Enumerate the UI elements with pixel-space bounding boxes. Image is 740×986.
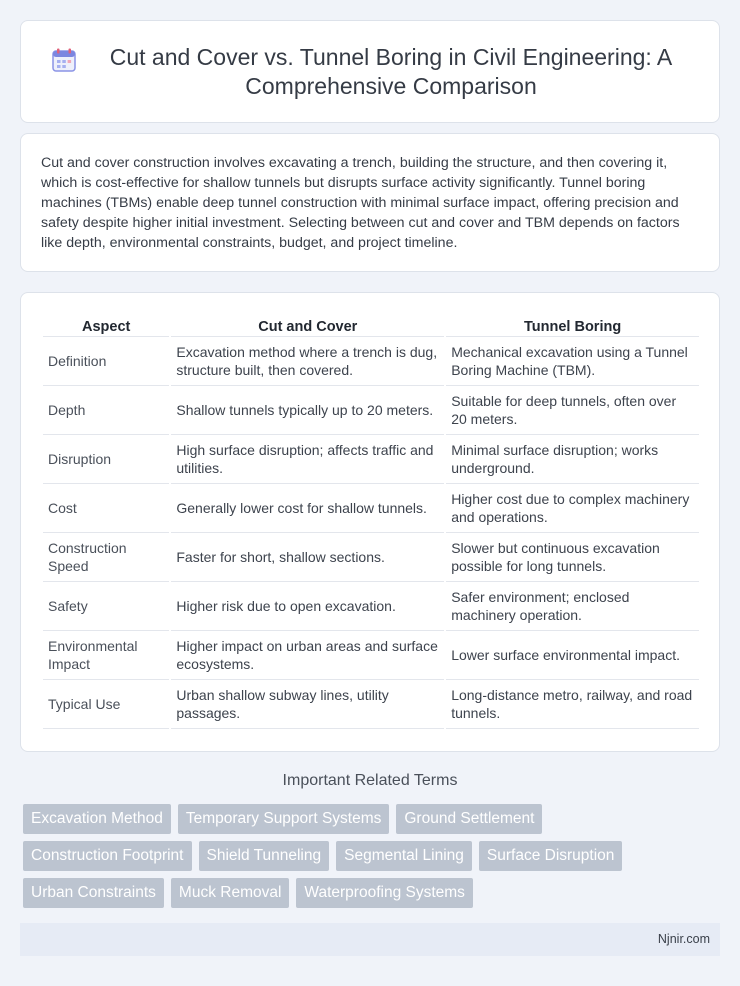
title-wrap [21,43,719,101]
row-tunnel-boring: Mechanical excavation using a Tunnel Boring Machine (TBM). [446,337,699,386]
row-aspect: Environmental Impact [43,631,169,680]
table-row [43,484,699,533]
tag-urban-constraints[interactable]: Urban Constraints [23,878,164,908]
row-cut-and-cover: Shallow tunnels typically up to 20 meters. [171,386,444,435]
comparison-table-card [20,292,720,752]
row-tunnel-boring: Slower but continuous excavation possible for long tunnels. [446,533,699,582]
tag-surface-disruption[interactable]: Surface Disruption [479,841,623,871]
table-row [43,582,699,631]
intro-card [20,133,720,272]
row-tunnel-boring: Lower surface environmental impact. [446,631,699,680]
row-cut-and-cover: Generally lower cost for shallow tunnels. [171,484,444,533]
related-terms-tags [23,804,723,915]
tag-shield-tunneling[interactable]: Shield Tunneling [199,841,330,871]
row-aspect: Definition [43,337,169,386]
row-cut-and-cover: High surface disruption; affects traffic and utilities. [171,435,444,484]
row-tunnel-boring: Higher cost due to complex machinery and operations. [446,484,699,533]
table-row [43,435,699,484]
row-aspect: Depth [43,386,169,435]
row-tunnel-boring: Minimal surface disruption; works underground. [446,435,699,484]
tag-temporary-support-systems[interactable]: Temporary Support Systems [178,804,390,834]
header-tunnel-boring: Tunnel Boring [446,311,699,337]
row-aspect: Disruption [43,435,169,484]
row-cut-and-cover: Higher impact on urban areas and surface ecosystems. [171,631,444,680]
calendar-icon [51,47,77,73]
header-aspect: Aspect [43,311,169,337]
tag-waterproofing-systems[interactable]: Waterproofing Systems [296,878,473,908]
tag-row [23,804,723,834]
footer [20,923,720,956]
tag-muck-removal[interactable]: Muck Removal [171,878,290,908]
row-cut-and-cover: Faster for short, shallow sections. [171,533,444,582]
comparison-table [41,311,701,729]
page-title: Cut and Cover vs. Tunnel Boring in Civil Engineering: A Comprehensive Comparison [109,43,673,99]
tag-excavation-method[interactable]: Excavation Method [23,804,171,834]
row-aspect: Cost [43,484,169,533]
intro-paragraph: Cut and cover construction involves excavating a trench, building the structure, and then covering it, which is cost-effective for shallow tunnels but disrupts surface activity significantly. Tunnel boring machines (TBMs) enable deep tunnel construction with minimal surface impact, offering precision and safety despite higher initial investment. Selecting between cut and cover and TBM depends on factors like depth, environmental constraints, budget, and project timeline. [41,155,680,251]
row-cut-and-cover: Urban shallow subway lines, utility passages. [171,680,444,729]
tag-construction-footprint[interactable]: Construction Footprint [23,841,192,871]
row-aspect: Construction Speed [43,533,169,582]
tag-segmental-lining[interactable]: Segmental Lining [336,841,472,871]
row-tunnel-boring: Safer environment; enclosed machinery operation. [446,582,699,631]
row-cut-and-cover: Excavation method where a trench is dug, structure built, then covered. [171,337,444,386]
table-row [43,533,699,582]
tag-row [23,841,723,871]
row-cut-and-cover: Higher risk due to open excavation. [171,582,444,631]
table-row [43,337,699,386]
table-row [43,386,699,435]
row-tunnel-boring: Long-distance metro, railway, and road tunnels. [446,680,699,729]
header-cut-and-cover: Cut and Cover [171,311,444,337]
table-header-row [43,311,699,337]
table-row [43,680,699,729]
tag-ground-settlement[interactable]: Ground Settlement [396,804,542,834]
table-row [43,631,699,680]
title-card [20,20,720,123]
tag-row [23,878,723,908]
footer-brand[interactable]: Njnir.com [657,932,710,946]
row-aspect: Safety [43,582,169,631]
row-aspect: Typical Use [43,680,169,729]
row-tunnel-boring: Suitable for deep tunnels, often over 20 meters. [446,386,699,435]
related-terms-heading: Important Related Terms [282,772,458,789]
